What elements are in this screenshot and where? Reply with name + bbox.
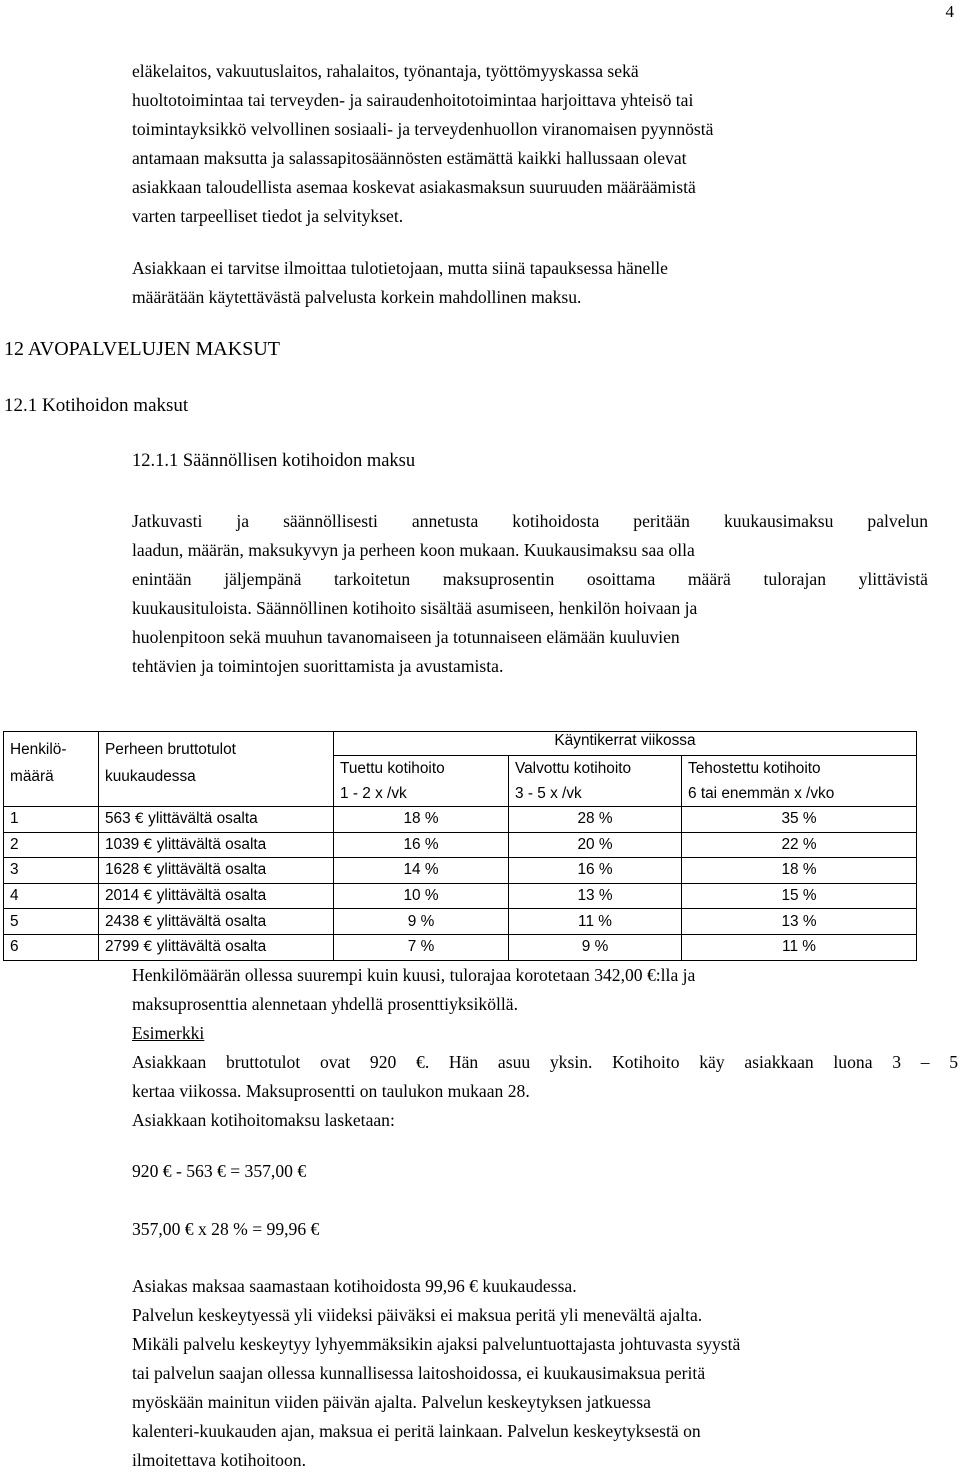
euro-sign: € (143, 939, 153, 956)
euro-sign: € (143, 862, 153, 879)
euro-sign: € (134, 811, 144, 828)
header-visits-per-week: Käyntikerrat viikossa (334, 732, 917, 756)
income-amount: 563 (105, 810, 131, 828)
header-supervised-care: Valvottu kotihoito 3 - 5 x /vk (509, 756, 682, 807)
section-heading-12-1-1: 12.1.1 Säännöllisen kotihoidon maksu (132, 451, 416, 471)
supported-care-percent: 16 % (334, 832, 509, 858)
income-amount: 2014 (105, 887, 140, 905)
text-line: varten tarpeelliset tiedot ja selvitykset. (132, 206, 404, 226)
household-size-cell: 5 (4, 909, 99, 935)
text-line: Asiakkaan ei tarvitse ilmoittaa tulotietojaan, mutta siinä tapauksessa hänelle (132, 258, 668, 278)
supported-care-percent: 10 % (334, 883, 509, 909)
intro-paragraph (132, 57, 932, 231)
table-row (4, 832, 917, 858)
text-line: kuukausituloista. Säännöllinen kotihoito sisältää asumiseen, henkilön hoivaan ja (132, 598, 698, 618)
supported-care-percent: 14 % (334, 858, 509, 884)
text-line: Asiakas maksaa saamastaan kotihoidosta 99,96 € kuukaudessa. (132, 1276, 577, 1296)
text-line: tai palvelun saajan ollessa kunnallisessa laitoshoidossa, ei kuukausimaksua peritä (132, 1363, 706, 1383)
income-amount: 2438 (105, 912, 140, 930)
income-suffix: ylittävältä osalta (148, 810, 258, 828)
income-suffix: ylittävältä osalta (156, 835, 267, 853)
text-line: Jatkuvasti ja säännöllisesti annetusta kotihoidosta peritään kuukausimaksu palvelun (132, 511, 928, 531)
text-line: myöskään mainitun viiden päivän ajalta. Palvelun keskeytyksen jatkuessa (132, 1392, 651, 1412)
household-size-cell: 4 (4, 883, 99, 909)
section-heading-12-1: 12.1 Kotihoidon maksut (4, 395, 189, 416)
text-line: asiakkaan taloudellista asemaa koskevat asiakasmaksun suuruuden määräämistä (132, 177, 696, 197)
section-heading-12: 12 AVOPALVELUJEN MAKSUT (4, 338, 280, 360)
text-line: huoltotoimintaa tai terveyden- ja sairaudenhoitotoimintaa harjoittava yhteisö tai (132, 90, 694, 110)
intensive-care-percent: 22 % (682, 832, 917, 858)
income-limit-cell (99, 832, 334, 858)
text-line: antamaan maksutta ja salassapitosäännösten estämättä kaikki hallussaan olevat (132, 148, 687, 168)
income-limit-cell (99, 807, 334, 833)
supervised-care-percent: 13 % (509, 883, 682, 909)
euro-sign: € (143, 913, 153, 930)
intensive-care-percent: 11 % (682, 934, 917, 960)
text-line: kertaa viikossa. Maksuprosentti on taulukon mukaan 28. (132, 1081, 530, 1101)
income-suffix: ylittävältä osalta (156, 887, 267, 905)
table-row (4, 934, 917, 960)
description-paragraph (132, 507, 928, 681)
supported-care-percent: 9 % (334, 909, 509, 935)
table-row (4, 909, 917, 935)
example-label: Esimerkki (132, 1023, 205, 1043)
header-intensive-care: Tehostettu kotihoito 6 tai enemmän x /vko (682, 756, 917, 807)
header-supported-care: Tuettu kotihoito 1 - 2 x /vk (334, 756, 509, 807)
calc-line-1: 920 € - 563 € = 357,00 € (132, 1161, 307, 1181)
text-line: Henkilömäärän ollessa suurempi kuin kuusi, tulorajaa korotetaan 342,00 €:lla ja (132, 965, 696, 985)
fee-table (3, 731, 917, 961)
household-size-cell: 1 (4, 807, 99, 833)
income-amount: 1039 (105, 835, 140, 853)
header-household-size: Henkilö- määrä (4, 732, 99, 807)
text-line: eläkelaitos, vakuutuslaitos, rahalaitos, työnantaja, työttömyyskassa sekä (132, 61, 639, 81)
income-suffix: ylittävältä osalta (156, 861, 267, 879)
text-line: enintään jäljempänä tarkoitetun maksuprosentin osoittama määrä tulorajan ylittävistä (132, 569, 928, 589)
euro-sign: € (143, 836, 153, 853)
supported-care-percent: 18 % (334, 807, 509, 833)
text-line: kalenteri-kuukauden ajan, maksua ei peritä lainkaan. Palvelun keskeytyksestä on (132, 1421, 701, 1441)
euro-sign: € (143, 888, 153, 905)
page-number: 4 (945, 2, 954, 21)
income-limit-cell (99, 858, 334, 884)
text-line: Asiakkaan kotihoitomaksu lasketaan: (132, 1110, 395, 1130)
income-amount: 2799 (105, 938, 140, 956)
income-limit-cell (99, 934, 334, 960)
text-line: Mikäli palvelu keskeytyy lyhyemmäksikin ajaksi palveluntuottajasta johtuvasta syystä (132, 1334, 741, 1354)
supervised-care-percent: 11 % (509, 909, 682, 935)
intensive-care-percent: 13 % (682, 909, 917, 935)
income-limit-cell (99, 883, 334, 909)
text-line: maksuprosenttia alennetaan yhdellä prosenttiyksiköllä. (132, 994, 518, 1014)
supervised-care-percent: 28 % (509, 807, 682, 833)
table-row (4, 858, 917, 884)
income-limit-cell (99, 909, 334, 935)
household-size-cell: 3 (4, 858, 99, 884)
text-line: toimintayksikkö velvollinen sosiaali- ja terveydenhuollon viranomaisen pyynnöstä (132, 119, 714, 139)
income-suffix: ylittävältä osalta (156, 938, 267, 956)
text-line: tehtävien ja toimintojen suorittamista ja avustamista. (132, 656, 504, 676)
note-paragraph (132, 961, 958, 1135)
calc-line-2: 357,00 € x 28 % = 99,96 € (132, 1219, 320, 1239)
supervised-care-percent: 20 % (509, 832, 682, 858)
supported-care-percent: 7 % (334, 934, 509, 960)
intensive-care-percent: 18 % (682, 858, 917, 884)
supervised-care-percent: 9 % (509, 934, 682, 960)
header-gross-income: Perheen bruttotulot kuukaudessa (99, 732, 334, 807)
text-line: huolenpitoon sekä muuhun tavanomaiseen ja totunnaiseen elämään kuuluvien (132, 627, 680, 647)
text-line: laadun, määrän, maksukyvyn ja perheen koon mukaan. Kuukausimaksu saa olla (132, 540, 695, 560)
intensive-care-percent: 35 % (682, 807, 917, 833)
household-size-cell: 6 (4, 934, 99, 960)
final-paragraph (132, 1272, 958, 1475)
table-row (4, 883, 917, 909)
notice-paragraph (132, 254, 932, 312)
intensive-care-percent: 15 % (682, 883, 917, 909)
text-line: ilmoitettava kotihoitoon. (132, 1450, 306, 1470)
income-suffix: ylittävältä osalta (156, 912, 267, 930)
text-line: Palvelun keskeytyessä yli viideksi päiväksi ei maksua peritä yli menevältä ajalta. (132, 1305, 703, 1325)
table-row (4, 807, 917, 833)
text-line: Asiakkaan bruttotulot ovat 920 €. Hän asuu yksin. Kotihoito käy asiakkaan luona 3 – 5 (132, 1052, 958, 1072)
text-line: määrätään käytettävästä palvelusta korkein mahdollinen maksu. (132, 287, 582, 307)
supervised-care-percent: 16 % (509, 858, 682, 884)
household-size-cell: 2 (4, 832, 99, 858)
income-amount: 1628 (105, 861, 140, 879)
